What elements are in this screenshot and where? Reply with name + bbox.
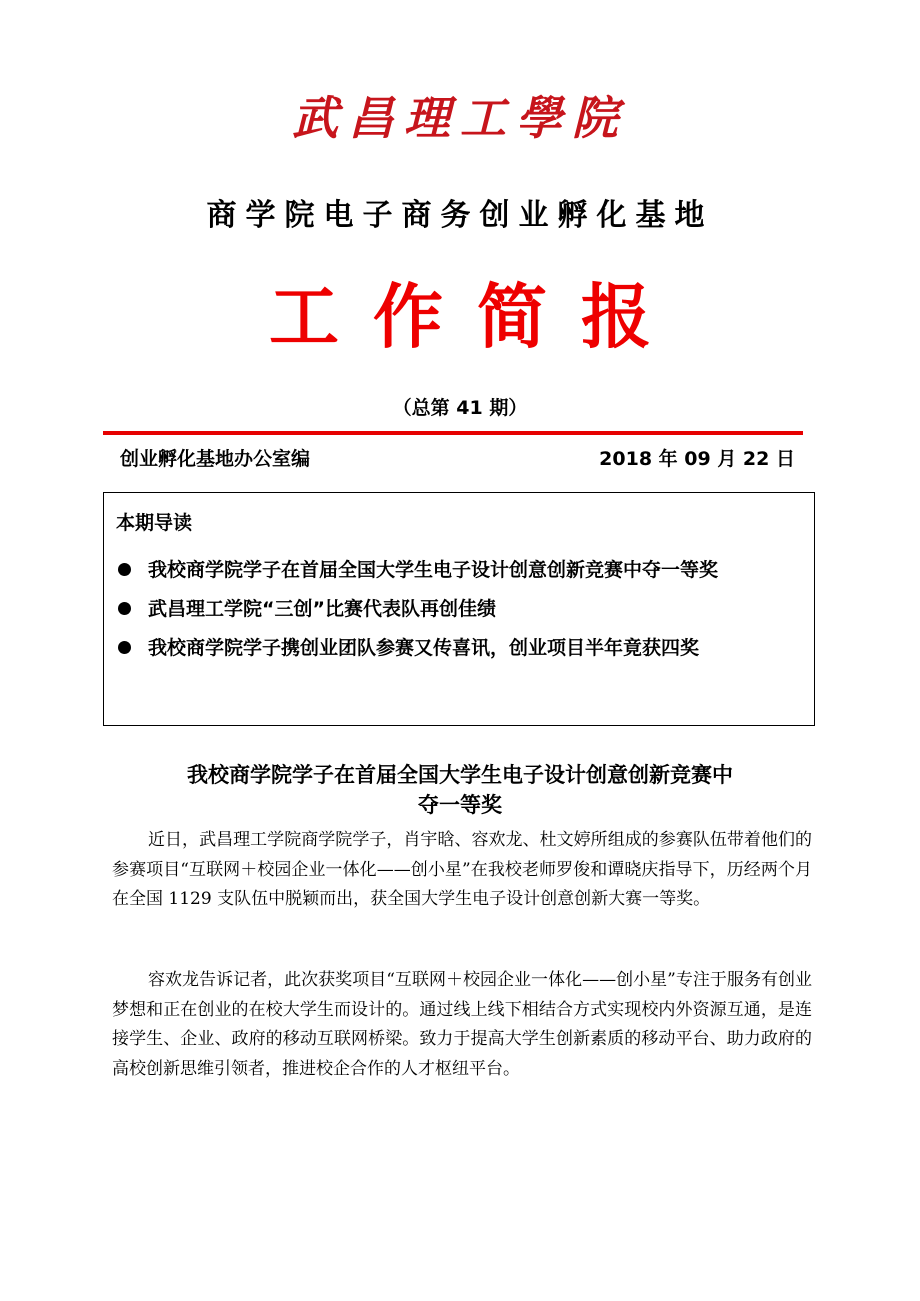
reading-guide-box: [103, 492, 815, 726]
article-title-line: 夺一等奖: [418, 793, 502, 817]
issue-number: （总第 41 期）: [392, 397, 528, 419]
meta-row: [120, 444, 795, 474]
bullet-icon: [118, 563, 131, 576]
article-title-line: 我校商学院学子在首届全国大学生电子设计创意创新竞赛中: [187, 763, 733, 787]
red-divider: [103, 431, 803, 435]
guide-item: [116, 555, 718, 594]
guide-item-text: 武昌理工学院“三创”比赛代表队再创佳绩: [148, 598, 496, 620]
reading-guide-heading: 本期导读: [116, 512, 193, 534]
guide-item-text: 我校商学院学子携创业团队参赛又传喜讯，创业项目半年竟获四奖: [148, 637, 700, 659]
article-paragraph: 容欢龙告诉记者，此次获奖项目“互联网＋校园企业一体化——创小星”专注于服务有创业梦想和正在创业的在校大学生而设计的。通过线上线下相结合方式实现校内外资源互通，是连接学生、企业、政府的移动互联网桥梁。致力于提高大学生创新素质的移动平台、助力政府的高校创新思维引领者，推进校企合作的人才枢纽平台。: [112, 970, 812, 1079]
guide-item: [116, 633, 718, 672]
guide-item-text: 我校商学院学子在首届全国大学生电子设计创意创新竞赛中夺一等奖: [148, 559, 719, 581]
article-title: [120, 760, 800, 820]
bullet-icon: [118, 602, 131, 615]
briefing-title: 工作简报: [269, 275, 685, 358]
editor-credit: 创业孵化基地办公室编: [120, 448, 311, 470]
institution-logo-text: 武昌理工學院: [292, 91, 628, 145]
publish-date: 2018 年 09 月 22 日: [599, 448, 795, 470]
bullet-icon: [118, 641, 131, 654]
institution-logo: [0, 88, 920, 148]
reading-guide-list: [116, 555, 718, 672]
base-title: 商学院电子商务创业孵化基地: [206, 198, 714, 233]
article-paragraph: 近日，武昌理工学院商学院学子，肖宇晗、容欢龙、杜文婷所组成的参赛队伍带着他们的参赛项目“互联网＋校园企业一体化——创小星”在我校老师罗俊和谭晓庆指导下，历经两个月在全国 1129 支队伍中脱颖而出，获全国大学生电子设计创意创新大赛一等奖。: [112, 830, 812, 909]
guide-item: [116, 594, 718, 633]
